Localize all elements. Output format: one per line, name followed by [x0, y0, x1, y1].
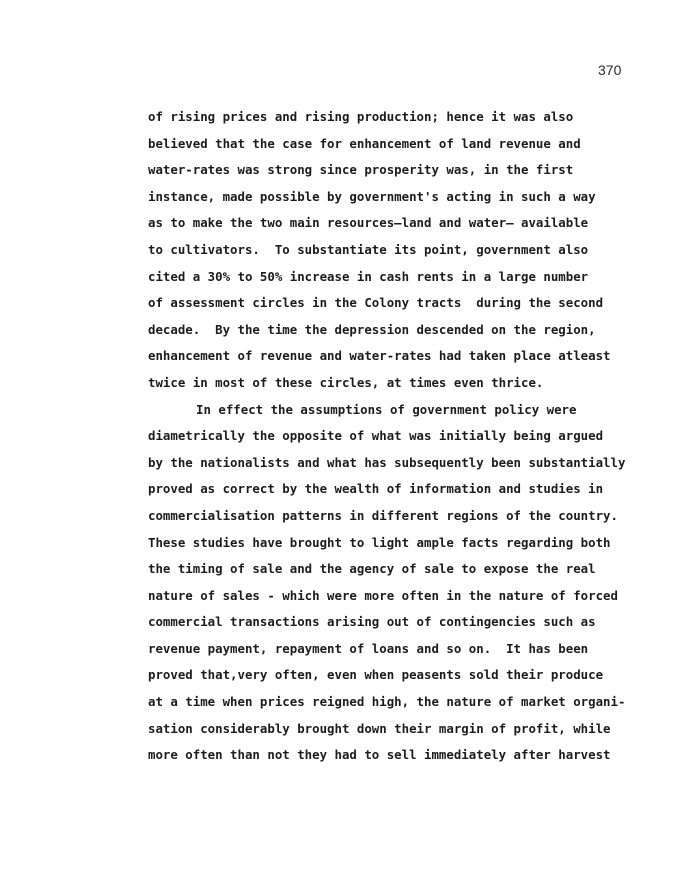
text-line: commercial transactions arising out of contingencies such as	[148, 614, 596, 630]
text-line: of assessment circles in the Colony tracts during the second	[148, 295, 604, 311]
text-line: sation considerably brought down their margin of profit, while	[148, 720, 611, 736]
text-line: enhancement of revenue and water-rates had taken place atleast	[148, 348, 611, 364]
text-line: proved as correct by the wealth of information and studies in	[148, 481, 604, 497]
text-line: instance, made possible by government's acting in such a way	[148, 188, 596, 204]
text-line: the timing of sale and the agency of sale to expose the real	[148, 561, 596, 577]
text-line: diametrically the opposite of what was initially being argued	[148, 428, 604, 444]
text-line: decade. By the time the depression descended on the region,	[148, 321, 596, 337]
text-line: twice in most of these circles, at times even thrice.	[148, 374, 544, 390]
text-line: revenue payment, repayment of loans and so on. It has been	[148, 640, 589, 656]
text-line: In effect the assumptions of government policy were	[196, 401, 577, 417]
text-line: proved that,very often, even when peasents sold their produce	[148, 667, 604, 683]
text-line: by the nationalists and what has subsequently been substantially	[148, 454, 626, 470]
body-text	[148, 104, 678, 769]
text-line: to cultivators. To substantiate its point, government also	[148, 241, 589, 257]
text-line: nature of sales - which were more often in the nature of forced	[148, 587, 618, 603]
text-line: as to make the two main resources—land and water— available	[148, 215, 589, 231]
text-line: more often than not they had to sell immediately after harvest	[148, 747, 611, 763]
text-line: of rising prices and rising production; hence it was also	[148, 109, 574, 124]
text-line: cited a 30% to 50% increase in cash rents in a large number	[148, 268, 589, 284]
text-line: at a time when prices reigned high, the nature of market organi-	[148, 694, 626, 710]
text-line: These studies have brought to light ample facts regarding both	[148, 534, 611, 550]
text-line: believed that the case for enhancement of land revenue and	[148, 135, 581, 151]
text-line: water-rates was strong since prosperity was, in the first	[148, 162, 574, 178]
text-line: commercialisation patterns in different regions of the country.	[148, 507, 618, 523]
page-number: 370	[598, 62, 622, 78]
